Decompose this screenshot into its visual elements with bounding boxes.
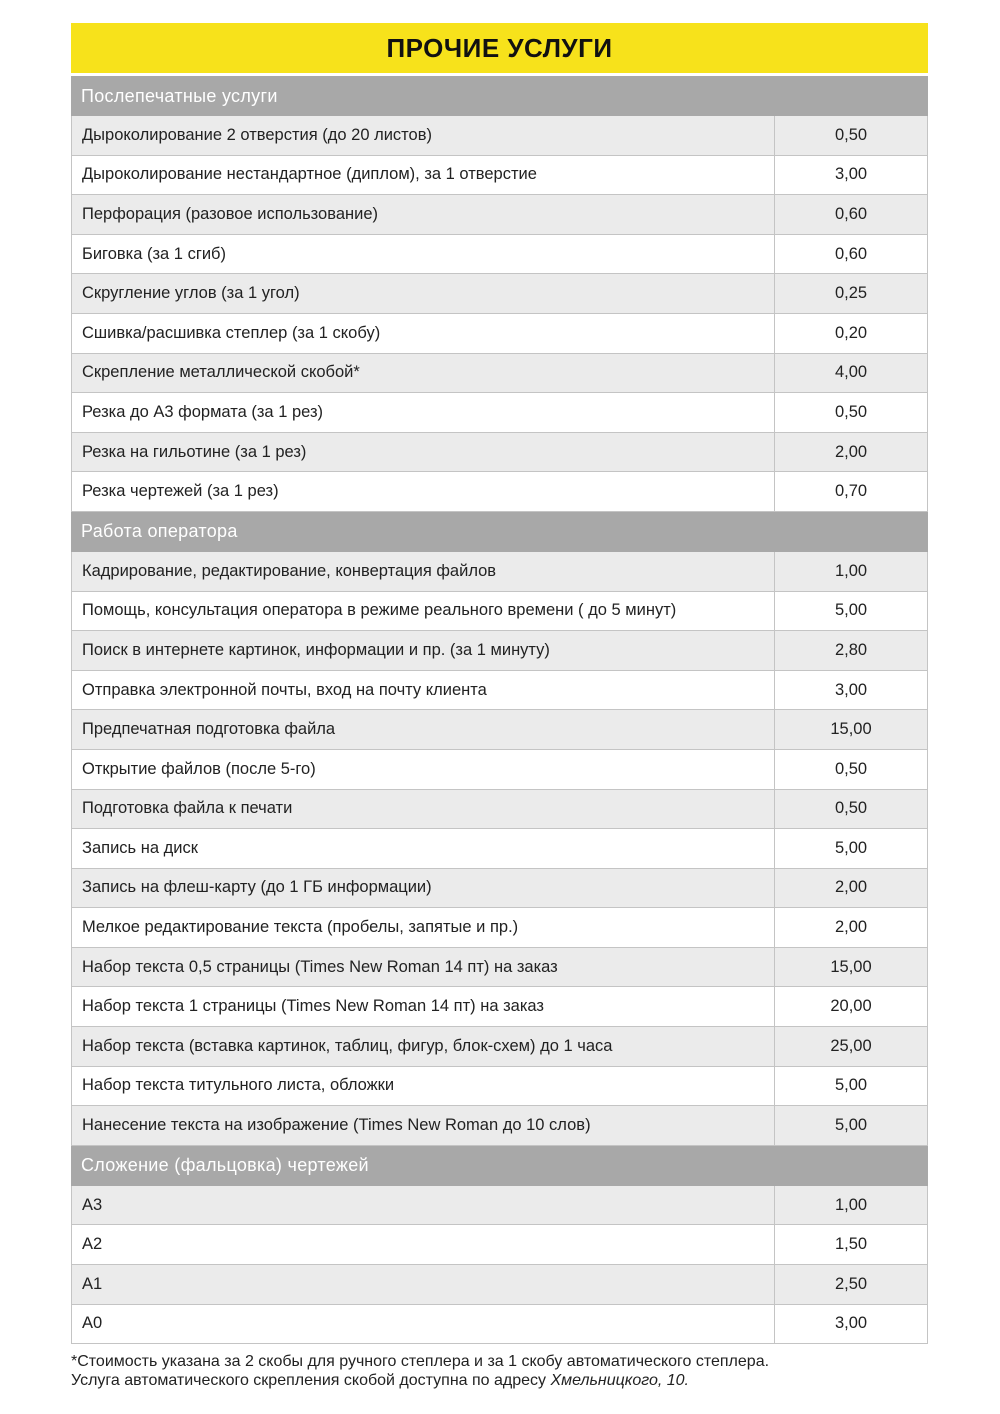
service-price: 2,00	[834, 878, 868, 897]
service-price: 5,00	[834, 601, 868, 620]
service-name: Помощь, консультация оператора в режиме реального времени ( до 5 минут)	[72, 592, 775, 631]
table-row	[71, 1106, 928, 1146]
table-row	[71, 1067, 928, 1107]
service-price: 3,00	[834, 680, 868, 699]
service-price: 0,50	[834, 402, 868, 421]
service-name: Скрепление металлической скобой*	[72, 354, 775, 393]
service-price: 0,25	[834, 284, 868, 303]
service-price: 15,00	[830, 720, 872, 739]
page-title: ПРОЧИЕ УСЛУГИ	[71, 23, 928, 76]
service-name: Дыроколирование 2 отверстия (до 20 листов)	[72, 116, 775, 155]
service-price: 0,50	[834, 759, 868, 778]
footnote-line-2-text: Услуга автоматического скрепления скобой доступна по адресу	[71, 1372, 551, 1389]
footnote-line-2	[71, 1371, 951, 1390]
table-row	[71, 710, 928, 750]
service-name: Набор текста 1 страницы (Times New Roman 14 пт) на заказ	[72, 987, 775, 1026]
table-row	[71, 195, 928, 235]
service-price: 0,60	[834, 204, 868, 223]
service-name: Открытие файлов (после 5-го)	[72, 750, 775, 789]
table-row	[71, 750, 928, 790]
price-list	[71, 23, 928, 1344]
table-row	[71, 552, 928, 592]
table-row	[71, 631, 928, 671]
service-price: 5,00	[834, 1116, 868, 1135]
section-heading: Сложение (фальцовка) чертежей	[71, 1146, 928, 1186]
service-price: 5,00	[834, 838, 868, 857]
service-price: 3,00	[834, 165, 868, 184]
service-name: Биговка (за 1 сгиб)	[72, 235, 775, 274]
service-name: Отправка электронной почты, вход на почту клиента	[72, 671, 775, 710]
service-name: Подготовка файла к печати	[72, 790, 775, 829]
table-row	[71, 1186, 928, 1226]
table-row	[71, 235, 928, 275]
table-row	[71, 1027, 928, 1067]
table-row	[71, 987, 928, 1027]
service-price: 2,80	[834, 640, 868, 659]
service-name: Запись на флеш-карту (до 1 ГБ информации)	[72, 869, 775, 908]
service-name: Запись на диск	[72, 829, 775, 868]
service-price: 0,70	[834, 482, 868, 501]
service-name: Резка до А3 формата (за 1 рез)	[72, 393, 775, 432]
table-row	[71, 592, 928, 632]
service-price: 0,60	[834, 244, 868, 263]
service-price: 4,00	[834, 363, 868, 382]
table-row	[71, 314, 928, 354]
service-price: 20,00	[830, 997, 872, 1016]
service-name: А2	[72, 1225, 775, 1264]
service-price: 1,00	[834, 561, 868, 580]
service-name: А3	[72, 1186, 775, 1225]
service-name: Скругление углов (за 1 угол)	[72, 274, 775, 313]
table-row	[71, 433, 928, 473]
service-name: Резка на гильотине (за 1 рез)	[72, 433, 775, 472]
table-row	[71, 790, 928, 830]
table-row	[71, 472, 928, 512]
service-price: 1,00	[834, 1195, 868, 1214]
service-price: 1,50	[834, 1235, 868, 1254]
table-row	[71, 354, 928, 394]
table-row	[71, 1305, 928, 1345]
service-name: Сшивка/расшивка степлер (за 1 скобу)	[72, 314, 775, 353]
service-name: Набор текста 0,5 страницы (Times New Roman 14 пт) на заказ	[72, 948, 775, 987]
table-row	[71, 274, 928, 314]
service-name: Нанесение текста на изображение (Times New Roman до 10 слов)	[72, 1106, 775, 1145]
section-heading: Послепечатные услуги	[71, 76, 928, 116]
footnote-address: Хмельницкого, 10.	[550, 1372, 689, 1389]
service-price: 25,00	[830, 1036, 872, 1055]
service-price: 0,50	[834, 799, 868, 818]
service-price: 15,00	[830, 957, 872, 976]
service-name: Поиск в интернете картинок, информации и пр. (за 1 минуту)	[72, 631, 775, 670]
service-name: А1	[72, 1265, 775, 1304]
table-row	[71, 1265, 928, 1305]
service-name: Дыроколирование нестандартное (диплом), за 1 отверстие	[72, 156, 775, 195]
footnote	[71, 1352, 951, 1390]
table-row	[71, 156, 928, 196]
table-row	[71, 908, 928, 948]
service-name: Набор текста титульного листа, обложки	[72, 1067, 775, 1106]
service-name: Кадрирование, редактирование, конвертация файлов	[72, 552, 775, 591]
service-name: Мелкое редактирование текста (пробелы, запятые и пр.)	[72, 908, 775, 947]
service-price: 5,00	[834, 1076, 868, 1095]
table-row	[71, 671, 928, 711]
service-price: 0,50	[834, 125, 868, 144]
service-price: 2,00	[834, 918, 868, 937]
section-heading: Работа оператора	[71, 512, 928, 552]
service-name: А0	[72, 1305, 775, 1344]
table-row	[71, 393, 928, 433]
table-row	[71, 116, 928, 156]
table-row	[71, 869, 928, 909]
table-row	[71, 829, 928, 869]
service-name: Перфорация (разовое использование)	[72, 195, 775, 234]
service-price: 3,00	[834, 1314, 868, 1333]
footnote-line-1: *Стоимость указана за 2 скобы для ручного степлера и за 1 скобу автоматического степлера.	[71, 1353, 770, 1370]
service-price: 0,20	[834, 323, 868, 342]
service-price: 2,50	[834, 1274, 868, 1293]
service-name: Предпечатная подготовка файла	[72, 710, 775, 749]
service-price: 2,00	[834, 442, 868, 461]
service-name: Набор текста (вставка картинок, таблиц, фигур, блок-схем) до 1 часа	[72, 1027, 775, 1066]
table-row	[71, 1225, 928, 1265]
sections-container	[71, 76, 928, 1344]
service-name: Резка чертежей (за 1 рез)	[72, 472, 775, 511]
table-row	[71, 948, 928, 988]
